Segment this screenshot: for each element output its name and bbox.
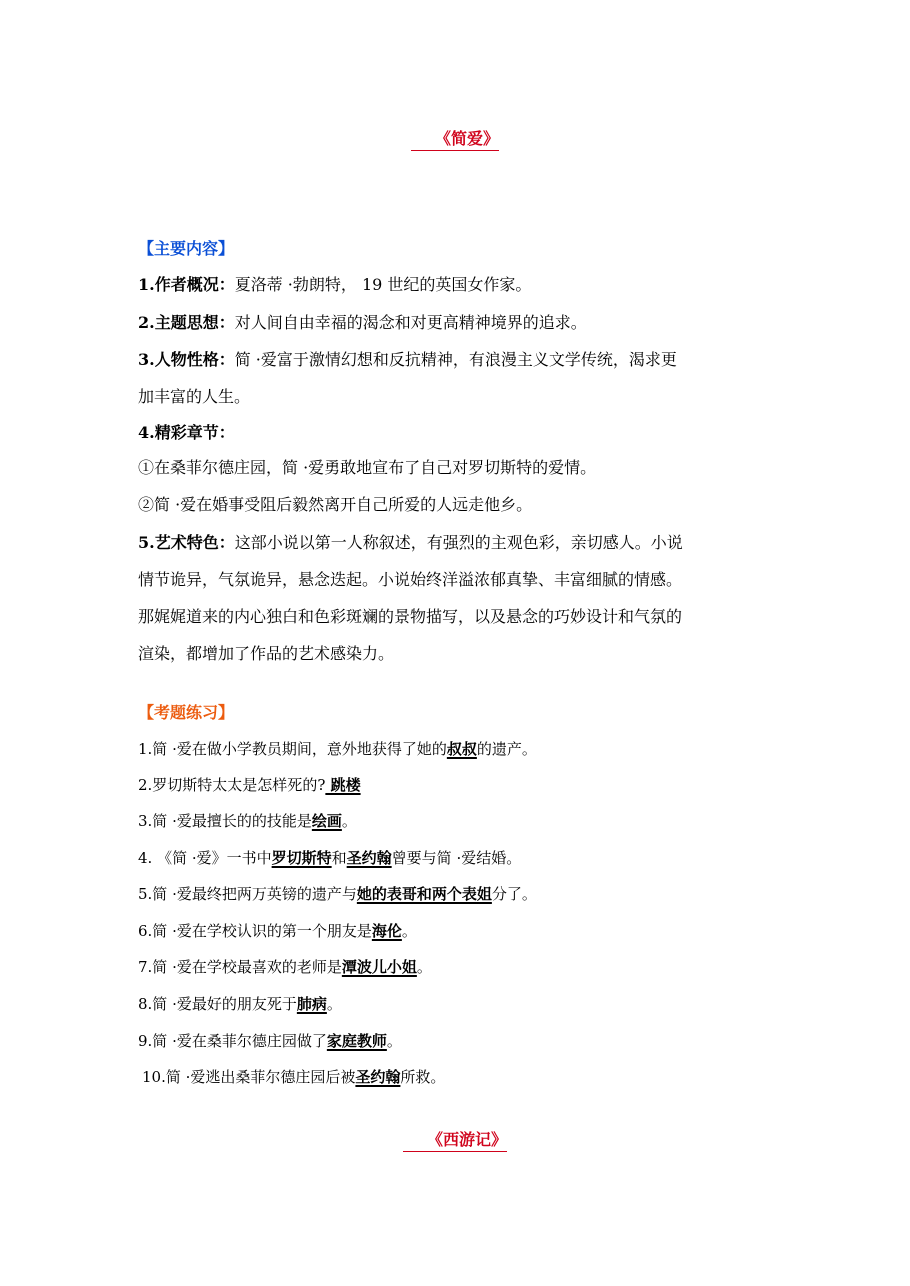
question: 5.简 ·爱最终把两万英镑的遗产与她的表哥和两个表姐分了。	[138, 885, 537, 903]
section-heading-exercises: 【考题练习】	[138, 703, 235, 722]
item-character: 3.人物性格：简 ·爱富于激情幻想和反抗精神，有浪漫主义文学传统，渴求更	[138, 350, 677, 369]
item-chapters: 4.精彩章节：	[138, 423, 235, 442]
item-art: 5.艺术特色：这部小说以第一人称叙述，有强烈的主观色彩，亲切感人。小说	[138, 533, 683, 552]
question: 7.简 ·爱在学校最喜欢的老师是潭波儿小姐。	[138, 958, 432, 976]
item-art-cont-2: 那娓娓道来的内心独白和色彩斑斓的景物描写，以及悬念的巧妙设计和气氛的	[138, 607, 683, 626]
item-author: 1.作者概况：夏洛蒂 ·勃朗特， 19 世纪的英国女作家。	[138, 275, 532, 294]
book-title-journey-to-the-west: 《西游记》	[0, 1127, 910, 1150]
question: 10.简 ·爱逃出桑菲尔德庄园后被圣约翰所救。	[142, 1068, 446, 1086]
item-art-cont-1: 情节诡异，气氛诡异，悬念迭起。小说始终洋溢浓郁真挚、丰富细腻的情感。	[138, 570, 683, 589]
question: 6.简 ·爱在学校认识的第一个朋友是海伦。	[138, 922, 417, 940]
item-character-cont: 加丰富的人生。	[138, 387, 251, 406]
question: 8.简 ·爱最好的朋友死于肺病。	[138, 995, 342, 1013]
book-title-jane-eyre: 《简爱》	[0, 126, 910, 149]
question: 3.简 ·爱最擅长的的技能是绘画。	[138, 812, 357, 830]
question: 2.罗切斯特太太是怎样死的? 跳楼	[138, 776, 361, 794]
question: 1.简 ·爱在做小学教员期间，意外地获得了她的叔叔的遗产。	[138, 740, 537, 758]
item-art-cont-3: 渲染，都增加了作品的艺术感染力。	[138, 644, 395, 663]
item-chapter-2: ②简 ·爱在婚事受阻后毅然离开自己所爱的人远走他乡。	[138, 495, 533, 514]
section-heading-main-content: 【主要内容】	[138, 239, 235, 258]
item-theme: 2.主题思想：对人间自由幸福的渴念和对更高精神境界的追求。	[138, 313, 587, 332]
question: 9.简 ·爱在桑菲尔德庄园做了家庭教师。	[138, 1032, 402, 1050]
item-chapter-1: ①在桑菲尔德庄园，简 ·爱勇敢地宣布了自己对罗切斯特的爱情。	[138, 458, 597, 477]
question: 4. 《简 ·爱》一书中罗切斯特和圣约翰曾要与简 ·爱结婚。	[138, 849, 522, 867]
